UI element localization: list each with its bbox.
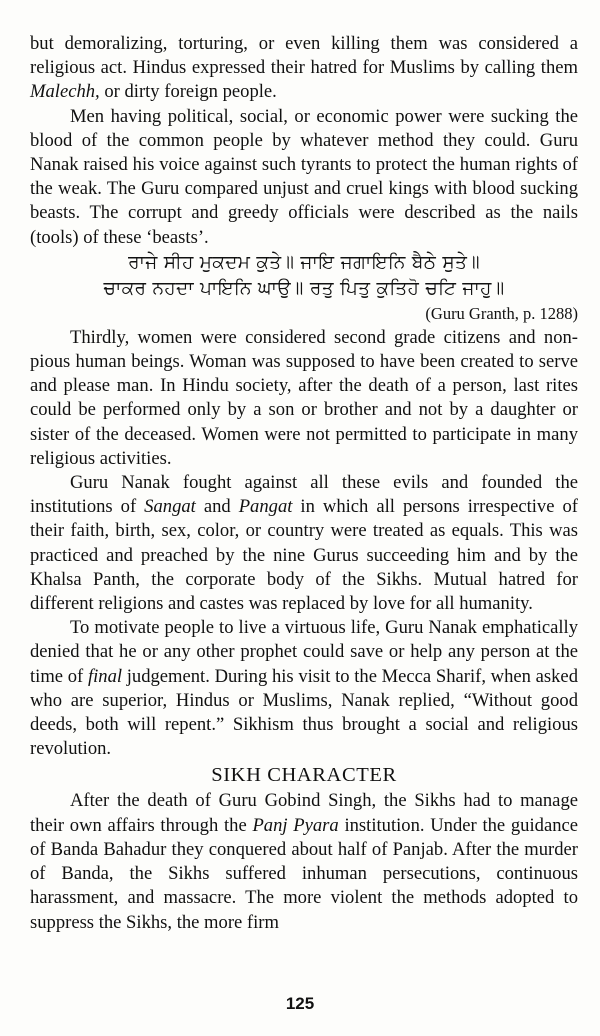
paragraph (30, 105, 578, 250)
paragraph (30, 326, 578, 471)
text-run: in which all persons irrespective of their faith, birth, sex, color, or country were treated as equals. This was practiced and preached by the nine Gurus succeeding him and by the Khalsa Panth, the corporate body of the Sikhs. Mutual hatred for different religions and castes was replaced by love for all humanity. (30, 496, 578, 615)
text-run: After the death of Guru Gobind Singh, the Sikhs had to manage their own affairs through the (30, 790, 578, 836)
text-run: and (195, 496, 239, 518)
page-number: 125 (285, 994, 315, 1013)
paragraph (30, 32, 578, 105)
verse-line-1: ਰਾਜੇ ਸੀਹ ਮੁਕਦਮ ਕੁਤੇ॥ ਜਾਇ ਜਗਾਇਨਿ ਬੈਠੇ ਸੁਤੇ॥ (128, 251, 480, 273)
verse-line-2: ਚਾਕਰ ਨਹਦਾ ਪਾਇਨਿ ਘਾਉ॥ ਰਤੁ ਪਿਤੁ ਕੁਤਿਹੋ ਚਟਿ ਜਾਹੁ॥ (103, 277, 505, 299)
text-run: Guru Nanak fought against all these evils and founded the institutions of (30, 472, 578, 518)
text-run: or dirty foreign people. (99, 81, 277, 103)
section-heading: SIKH CHARACTER (211, 764, 397, 787)
paragraph (30, 471, 578, 616)
paragraph (30, 789, 578, 934)
italic-term: Pangat (238, 496, 293, 518)
italic-term: Malechh, (30, 81, 100, 103)
italic-term: final (87, 665, 123, 687)
verse-citation: (Guru Granth, p. 1288) (425, 303, 578, 323)
text-run: institution. Under the guidance of Banda Bahadur they conquered about half of Panjab. After the murder of Banda, the Sikhs suffered inhuman persecutions, continuous harassment, and massacre. The more violent the methods adopted to suppress the Sikhs, the more firm (30, 814, 578, 933)
text-run: Thirdly, women were considered second grade citizens and non-pious human beings. Woman was supposed to have been created to serve and please man. In Hindu society, after the death of a person, last rites could be performed only by a son or brother and not by a daughter or sister of the deceased. Women were not permitted to participate in many religious activities. (30, 326, 578, 469)
paragraph (30, 616, 578, 761)
text-run: judgement. During his visit to the Mecca Sharif, when asked who are superior, Hindus or Muslims, Nanak replied, “Without good deeds, both will repent.” Sikhism thus brought a social and religious revolution. (30, 665, 578, 760)
text-run: but demoralizing, torturing, or even killing them was considered a religious act. Hindus expressed their hatred for Muslims by calling them (30, 33, 578, 79)
italic-term: Panj Pyara (252, 814, 339, 836)
text-run: To motivate people to live a virtuous life, Guru Nanak emphatically denied that he or any other prophet could save or help any person at the time of (30, 617, 578, 687)
page-text (30, 32, 578, 935)
text-run: Men having political, social, or economic power were sucking the blood of the common people by whatever method they could. Guru Nanak raised his voice against such tyrants to protect the human rights of the weak. The Guru compared unjust and cruel kings with blood sucking beasts. The corrupt and greedy officials were described as the nails (tools) of these ‘beasts’. (30, 105, 578, 248)
italic-term: Sangat (144, 496, 196, 518)
